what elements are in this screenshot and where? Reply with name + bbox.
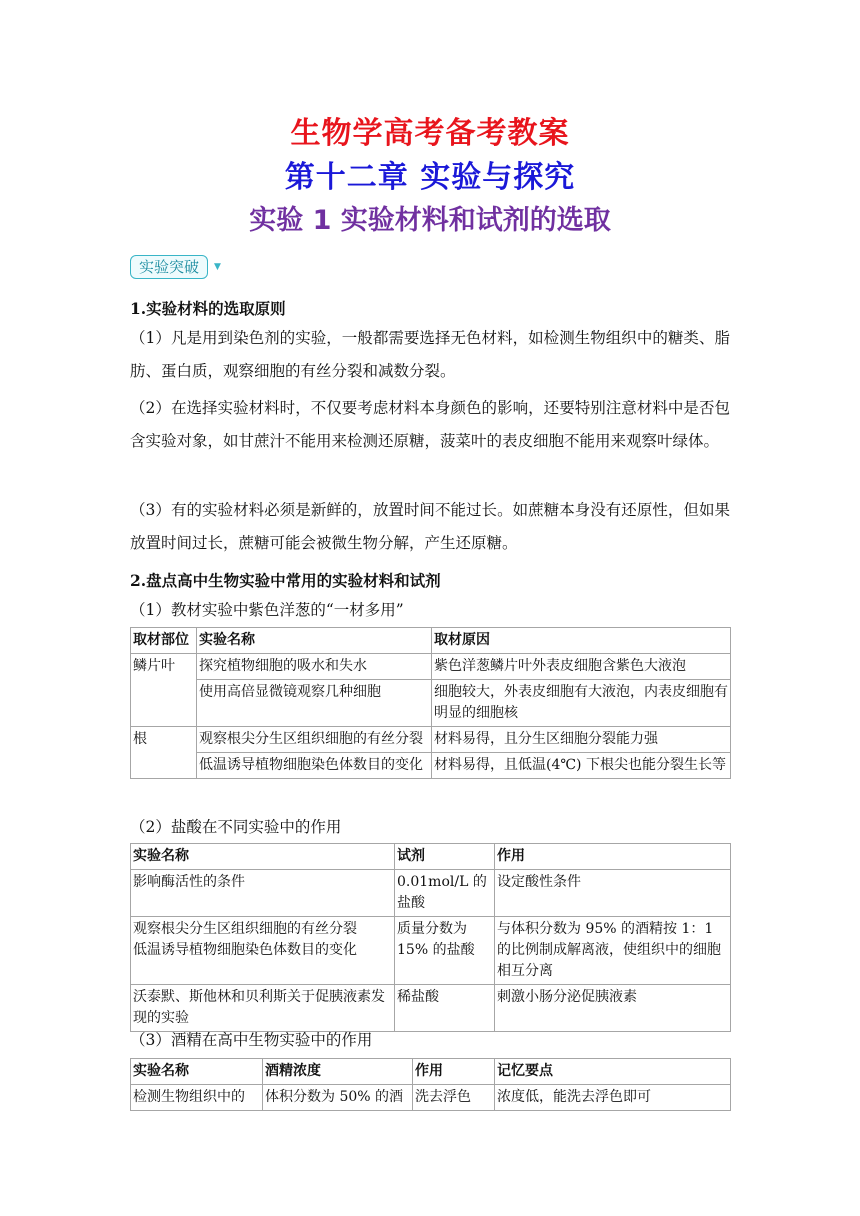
table-header-cell: 取材原因 — [432, 628, 731, 654]
table-cell: 体积分数为 50% 的酒 — [263, 1085, 413, 1111]
table-header-cell: 作用 — [495, 844, 731, 870]
table-cell: 观察根尖分生区组织细胞的有丝分裂 — [197, 727, 432, 753]
table-cell: 浓度低，能洗去浮色即可 — [495, 1085, 731, 1111]
table-cell: 稀盐酸 — [395, 985, 495, 1032]
table-header-cell: 取材部位 — [131, 628, 197, 654]
table-header-cell: 酒精浓度 — [263, 1059, 413, 1085]
onion-materials-table — [130, 627, 731, 779]
table-header-row — [131, 628, 731, 654]
table-cell: 影响酶活性的条件 — [131, 870, 395, 917]
section1-paragraph-1: （1）凡是用到染色剂的实验，一般都需要选择无色材料，如检测生物组织中的糖类、脂肪、蛋白质，观察细胞的有丝分裂和减数分裂。 — [130, 329, 730, 380]
table-header-cell: 记忆要点 — [495, 1059, 731, 1085]
section1-paragraph-3: （3）有的实验材料必须是新鲜的，放置时间不能过长。如蔗糖本身没有还原性，但如果放置时间过长，蔗糖可能会被微生物分解，产生还原糖。 — [130, 501, 730, 552]
table-cell-line: 观察根尖分生区组织细胞的有丝分裂 — [133, 921, 357, 937]
table-cell: 材料易得，且分生区细胞分裂能力强 — [432, 727, 731, 753]
table-cell: 沃泰默、斯他林和贝利斯关于促胰液素发现的实验 — [131, 985, 395, 1032]
table-cell: 细胞较大，外表皮细胞有大液泡，内表皮细胞有明显的细胞核 — [432, 680, 731, 727]
table-header-cell: 试剂 — [395, 844, 495, 870]
table-cell: 设定酸性条件 — [495, 870, 731, 917]
table-header-row — [131, 1059, 731, 1085]
table-cell: 材料易得，且低温(4℃) 下根尖也能分裂生长等 — [432, 753, 731, 779]
table-cell — [131, 917, 395, 985]
table-cell: 使用高倍显微镜观察几种细胞 — [197, 680, 432, 727]
experiment-title: 实验 1 实验材料和试剂的选取 — [249, 205, 611, 236]
section2-heading: 2.盘点高中生物实验中常用的实验材料和试剂 — [130, 571, 441, 590]
table-cell-line: 低温诱导植物细胞染色体数目的变化 — [133, 942, 357, 958]
table-row — [131, 753, 731, 779]
table-cell: 鳞片叶 — [131, 654, 197, 727]
table-cell: 低温诱导植物细胞染色体数目的变化 — [197, 753, 432, 779]
table-cell: 刺激小肠分泌促胰液素 — [495, 985, 731, 1032]
table-row — [131, 680, 731, 727]
table-cell: 与体积分数为 95% 的酒精按 1：1 的比例制成解离液，使组织中的细胞相互分离 — [495, 917, 731, 985]
table-cell: 洗去浮色 — [413, 1085, 495, 1111]
table-header-cell: 作用 — [413, 1059, 495, 1085]
table-header-row — [131, 844, 731, 870]
badge-arrow-icon: ▼ — [214, 262, 221, 272]
section1-heading: 1.实验材料的选取原则 — [130, 299, 286, 318]
table-row — [131, 727, 731, 753]
table-cell: 质量分数为15% 的盐酸 — [395, 917, 495, 985]
section-badge: 实验突破 — [130, 255, 208, 279]
table-row — [131, 654, 731, 680]
hydrochloric-acid-table — [130, 843, 731, 1032]
table-row — [131, 870, 731, 917]
table-cell: 根 — [131, 727, 197, 779]
table-row — [131, 1085, 731, 1111]
table-cell: 紫色洋葱鳞片叶外表皮细胞含紫色大液泡 — [432, 654, 731, 680]
table-row — [131, 917, 731, 985]
table-header-cell: 实验名称 — [131, 1059, 263, 1085]
table1-caption: （1）教材实验中紫色洋葱的“一材多用” — [130, 601, 404, 619]
table3-caption: （3）酒精在高中生物实验中的作用 — [130, 1031, 373, 1049]
alcohol-table — [130, 1058, 731, 1111]
document-title: 生物学高考备考教案 — [290, 116, 570, 151]
table-header-cell: 实验名称 — [197, 628, 432, 654]
table-cell: 检测生物组织中的 — [131, 1085, 263, 1111]
chapter-title: 第十二章 实验与探究 — [284, 160, 576, 195]
table-cell: 探究植物细胞的吸水和失水 — [197, 654, 432, 680]
table2-caption: （2）盐酸在不同实验中的作用 — [130, 818, 342, 836]
table-cell: 0.01mol/L 的盐酸 — [395, 870, 495, 917]
table-header-cell: 实验名称 — [131, 844, 395, 870]
section1-paragraph-2: （2）在选择实验材料时，不仅要考虑材料本身颜色的影响，还要特别注意材料中是否包含实验对象，如甘蔗汁不能用来检测还原糖，菠菜叶的表皮细胞不能用来观察叶绿体。 — [130, 399, 730, 450]
